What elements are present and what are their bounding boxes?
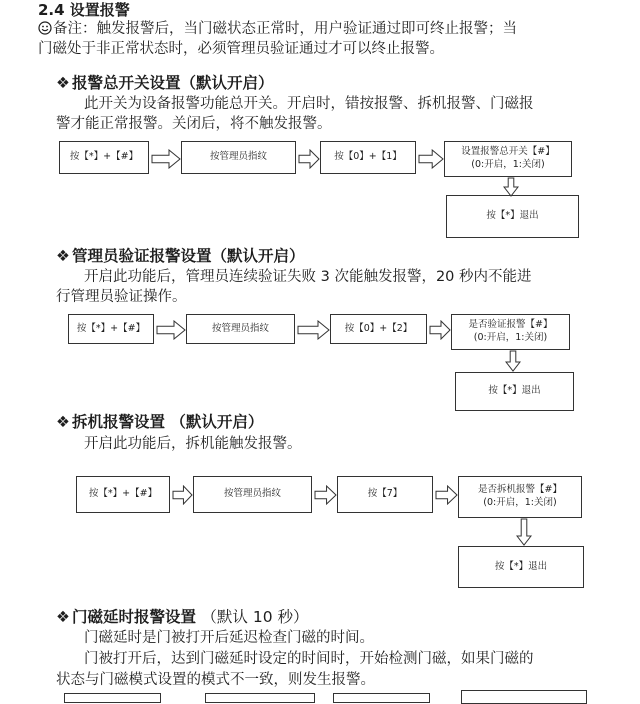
flow-arrow-right — [297, 320, 330, 340]
flow-step-1: 按【*】+【#】 — [59, 141, 149, 174]
heading-admin-verify: ❖ 管理员验证报警设置（默认开启） — [56, 247, 305, 265]
flow-step-3 — [333, 693, 430, 703]
flow-step-1: 按【*】+【#】 — [76, 476, 170, 513]
heading-tamper-alarm: ❖ 拆机报警设置 （默认开启） — [56, 413, 264, 431]
flow-arrow-right — [298, 149, 320, 169]
flow-arrow-right — [435, 485, 458, 505]
section-title: 2.4 设置报警 — [38, 1, 130, 19]
flow-arrow-down — [516, 518, 532, 546]
note-line-1: 备注：触发报警后，当门磁状态正常时，用户验证通过即可终止报警；当 — [38, 21, 517, 38]
flow-exit: 按【*】退出 — [455, 372, 574, 411]
flow-final: 是否拆机报警【#】 (0:开启，1:关闭) — [458, 476, 582, 518]
desc-line: 开启此功能后，管理员连续验证失败 3 次能触发报警，20 秒内不能进 — [84, 269, 532, 285]
desc-line: 行管理员验证操作。 — [56, 289, 187, 305]
flow-arrow-right — [156, 320, 186, 340]
flow-step-1: 按【*】+【#】 — [68, 314, 154, 344]
flow-step-1 — [64, 693, 161, 703]
bullet-icon: ❖ — [56, 247, 70, 265]
flow-final — [461, 690, 587, 704]
flow-arrow-right — [418, 149, 444, 169]
heading-master-switch: ❖ 报警总开关设置（默认开启） — [56, 74, 274, 92]
flow-arrow-right — [429, 320, 451, 340]
flow-exit: 按【*】退出 — [458, 546, 584, 588]
flow-final: 设置报警总开关【#】 (0:开启，1:关闭) — [444, 141, 572, 177]
flow-arrow-right — [172, 485, 193, 505]
desc-line: 开启此功能后，拆机能触发报警。 — [84, 436, 302, 452]
desc-line: 警才能正常报警。关闭后，将不触发报警。 — [56, 116, 332, 132]
bullet-icon: ❖ — [56, 608, 70, 626]
heading-door-sensor-delay: ❖ 门磁延时报警设置 （默认 10 秒） — [56, 608, 309, 626]
bullet-icon: ❖ — [56, 74, 70, 92]
flow-step-2: 按管理员指纹 — [186, 314, 295, 344]
flow-final: 是否验证报警【#】 (0:开启，1:关闭) — [451, 314, 570, 350]
desc-line: 此开关为设备报警功能总开关。开启时，错按报警、拆机报警、门磁报 — [84, 96, 534, 112]
flow-step-2: 按管理员指纹 — [181, 141, 296, 174]
flow-step-2 — [205, 693, 315, 703]
flow-arrow-right — [151, 149, 181, 169]
flow-step-3: 按【0】+【1】 — [320, 141, 416, 174]
flow-arrow-down — [503, 177, 519, 197]
desc-line: 门被打开后，达到门磁延时设定的时间时，开始检测门磁，如果门磁的 — [84, 651, 534, 667]
bullet-icon: ❖ — [56, 413, 70, 431]
smiley-icon — [38, 21, 52, 35]
note-line-2: 门磁处于非正常状态时，必须管理员验证通过才可以终止报警。 — [38, 41, 444, 57]
flow-step-3: 按【0】+【2】 — [330, 314, 427, 344]
flow-step-2: 按管理员指纹 — [193, 476, 312, 513]
desc-line: 门磁延时是门被打开后延迟检查门磁的时间。 — [84, 630, 374, 646]
flow-step-3: 按【7】 — [337, 476, 433, 513]
desc-line: 状态与门磁模式设置的模式不一致，则发生报警。 — [56, 672, 375, 688]
flow-arrow-down — [505, 350, 521, 372]
flow-exit: 按【*】退出 — [446, 195, 579, 238]
flow-arrow-right — [314, 485, 337, 505]
